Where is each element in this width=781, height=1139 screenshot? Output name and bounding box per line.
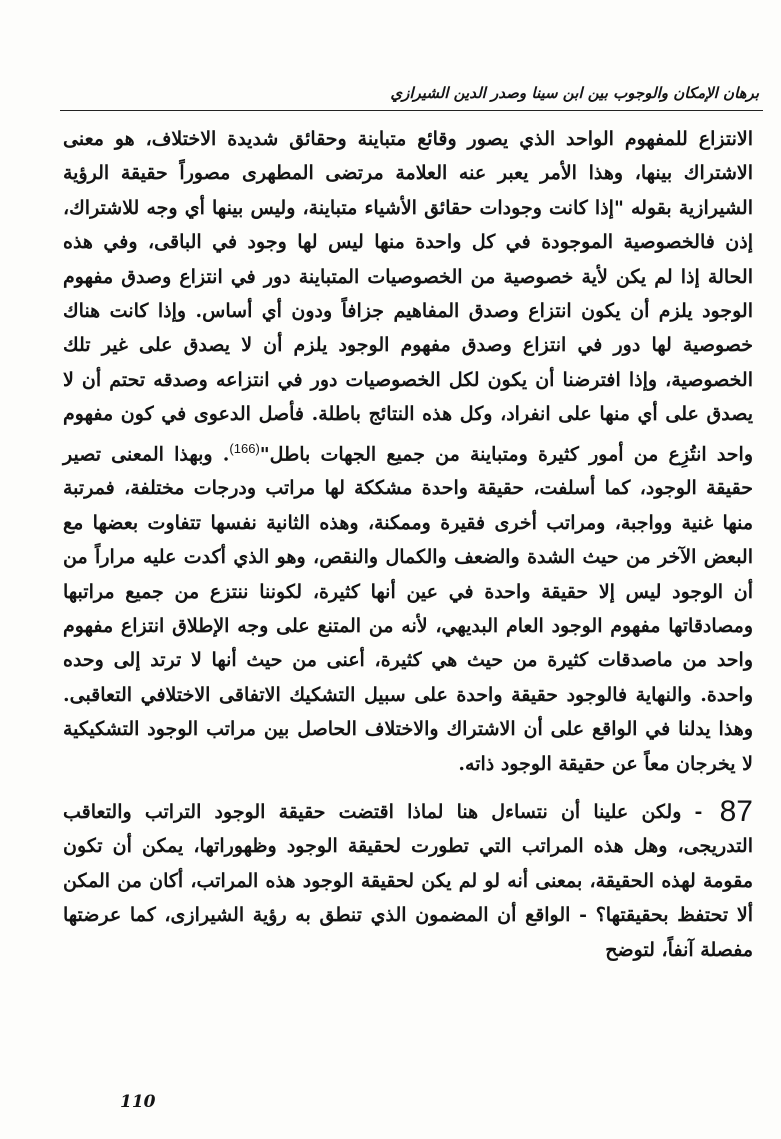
page-body <box>63 122 753 967</box>
paragraph-86 <box>63 122 753 781</box>
paragraph-number: 87 <box>719 795 753 829</box>
footnote-reference[interactable]: (166) <box>229 440 260 456</box>
header-rule <box>60 110 763 111</box>
page-number: 110 <box>120 1092 156 1112</box>
running-header-title: برهان الإمكان والوجوب بين ابن سينا وصدر الدين الشيرازي <box>390 84 759 102</box>
paragraph-text-continued: . وبهذا المعنى تصير حقيقة الوجود، كما أسلفت، حقيقة واحدة مشككة لها مراتب ودرجات مختلفة، فمرتبة منها غنية وواجبة، ومراتب أخرى فقيرة وممكنة، وهذه الثانية نفسها تتفاوت بعضها مع البعض الآخر من حيث الشدة والضعف والكمال والنقص، وهو الذي أكدت عليه مراراً من أن الوجود ليس إلا حقيقة واحدة في عين أنها كثيرة، لكوننا ننتزع من جميع مراتبها ومصادقاتها مفهوم الوجود العام البديهي، لأنه من المتنع على وجه الإطلاق انتزاع مفهوم واحد من ماصدقات كثيرة من حيث هي كثيرة، أعنى من حيث أنها لا ترتد إلى وحده واحدة. والنهاية فالوجود حقيقة واحدة على سبيل التشكيك الاتفاقى الاختلافي التعاقبى. وهذا يدلنا في الواقع على أن الاشتراك والاختلاف الحاصل بين مراتب الوجود التشكيكية لا يخرجان معاً عن حقيقة الوجود ذاته. <box>63 442 753 775</box>
paragraph-text: - ولكن علينا أن نتساءل هنا لماذا اقتضت حقيقة الوجود التراتب والتعاقب التدريجى، وهل هذه المراتب التي تطورت لحقيقة الوجود وظهوراتها، يمكن أن تكون مقومة لهذه الحقيقة، بمعنى أنه لو لم يكن لحقيقة الوجود هذه المراتب، أكان من المكن ألا تحتفظ بحقيقتها؟ - الواقع أن المضمون الذي تنطق به رؤية الشيرازى، كما عرضتها مفصلة آنفاً، لتوضح <box>63 801 753 961</box>
paragraph-87 <box>63 795 753 967</box>
paragraph-text: الانتزاع للمفهوم الواحد الذي يصور وقائع متباينة وحقائق شديدة الاختلاف، هو معنى الاشتراك بينها، وهذا الأمر يعبر عنه العلامة مرتضى المطهرى مصوراً حقيقة الرؤية الشيرازية بقوله "إذا كانت وجودات حقائق الأشياء متباينة، وليس بينها أي وجه للاشتراك، إذن فالخصوصية الموجودة في كل واحدة منها ليس لها وجود في الباقى، وفي هذه الحالة إذا لم يكن لأية خصوصية من الخصوصيات المتباينة دور في انتزاع وصدق مفهوم الوجود يلزم أن يكون انتزاع وصدق المفاهيم جزافاً ودون أي أساس. وإذا كانت هناك خصوصية لها دور في انتزاع وصدق مفهوم الوجود يلزم أن لا يصدق على غير تلك الخصوصية، وإذا افترضنا أن يكون لكل الخصوصيات دور في انتزاعه وصدقه تحتم أن لا يصدق على أي منها على انفراد، وكل هذه النتائج باطلة. فأصل الدعوى في كون مفهوم واحد انتُزِع من أمور كثيرة ومتباينة من جميع الجهات باطل" <box>63 128 753 465</box>
